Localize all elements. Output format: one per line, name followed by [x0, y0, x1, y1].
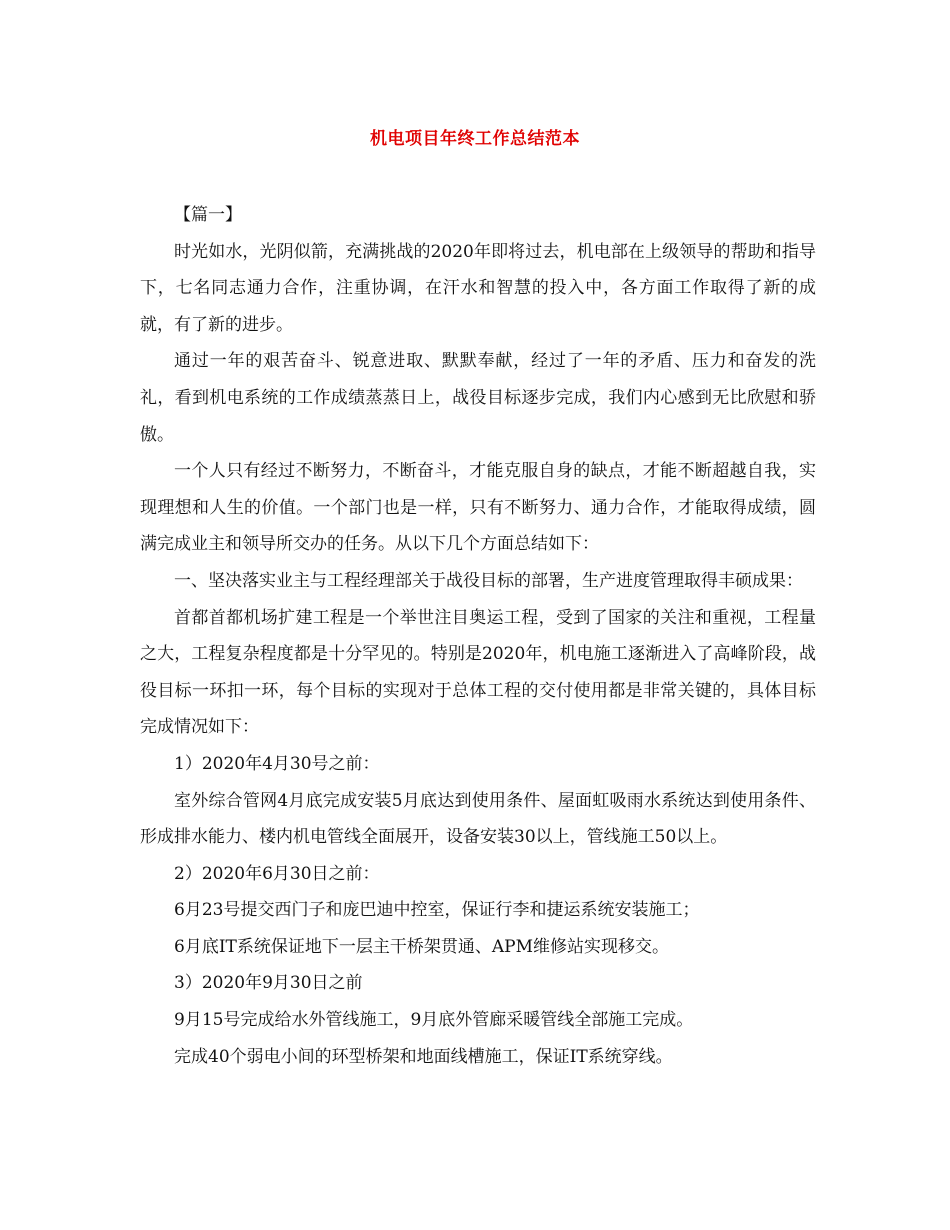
milestone-heading: 3）2020年9月30日之前: [174, 973, 363, 994]
paragraph: 一个人只有经过不断努力，不断奋斗，才能克服自身的缺点，才能不断超越自我，实现理想和人生的价值。一个部门也是一样，只有不断努力、通力合作，才能取得成绩，圆满完成业主和领导所交办的任务。从以下几个方面总结如下：: [140, 461, 816, 555]
section-label: 【篇一】: [174, 205, 242, 225]
paragraph: 6月底IT系统保证地下一层主干桥架贯通、APM维修站实现移交。: [174, 936, 669, 957]
paragraph: 时光如水，光阴似箭，充满挑战的2020年即将过去，机电部在上级领导的帮助和指导下，七名同志通力合作，注重协调，在汗水和智慧的投入中，各方面工作取得了新的成就，有了新的进步。: [140, 241, 816, 335]
section-heading: 一、坚决落实业主与工程经理部关于战役目标的部署，生产进度管理取得丰硕成果：: [174, 570, 803, 591]
paragraph: 6月23号提交西门子和庞巴迪中控室，保证行李和捷运系统安装施工；: [174, 900, 700, 921]
paragraph: 9月15号完成给水外管线施工，9月底外管廊采暖管线全部施工完成。: [174, 1010, 694, 1031]
milestone-heading: 1）2020年4月30号之前：: [174, 753, 380, 774]
document-body: [140, 197, 816, 1075]
milestone-heading: 2）2020年6月30日之前：: [174, 863, 380, 884]
paragraph: 室外综合管网4月底完成安装5月底达到使用条件、屋面虹吸雨水系统达到使用条件、形成排水能力、楼内机电管线全面展开，设备安装30以上，管线施工50以上。: [140, 790, 816, 848]
paragraph: 首都首都机场扩建工程是一个举世注目奥运工程，受到了国家的关注和重视，工程量之大，工程复杂程度都是十分罕见的。特别是2020年，机电施工逐渐进入了高峰阶段，战役目标一环扣一环，每个目标的实现对于总体工程的交付使用都是非常关键的，具体目标完成情况如下：: [140, 607, 816, 738]
document-title: 机电项目年终工作总结范本: [370, 129, 580, 149]
paragraph: 完成40个弱电小间的环型桥架和地面线槽施工，保证IT系统穿线。: [174, 1046, 673, 1067]
paragraph: 通过一年的艰苦奋斗、锐意进取、默默奉献，经过了一年的矛盾、压力和奋发的洗礼，看到机电系统的工作成绩蒸蒸日上，战役目标逐步完成，我们内心感到无比欣慰和骄傲。: [140, 351, 816, 445]
